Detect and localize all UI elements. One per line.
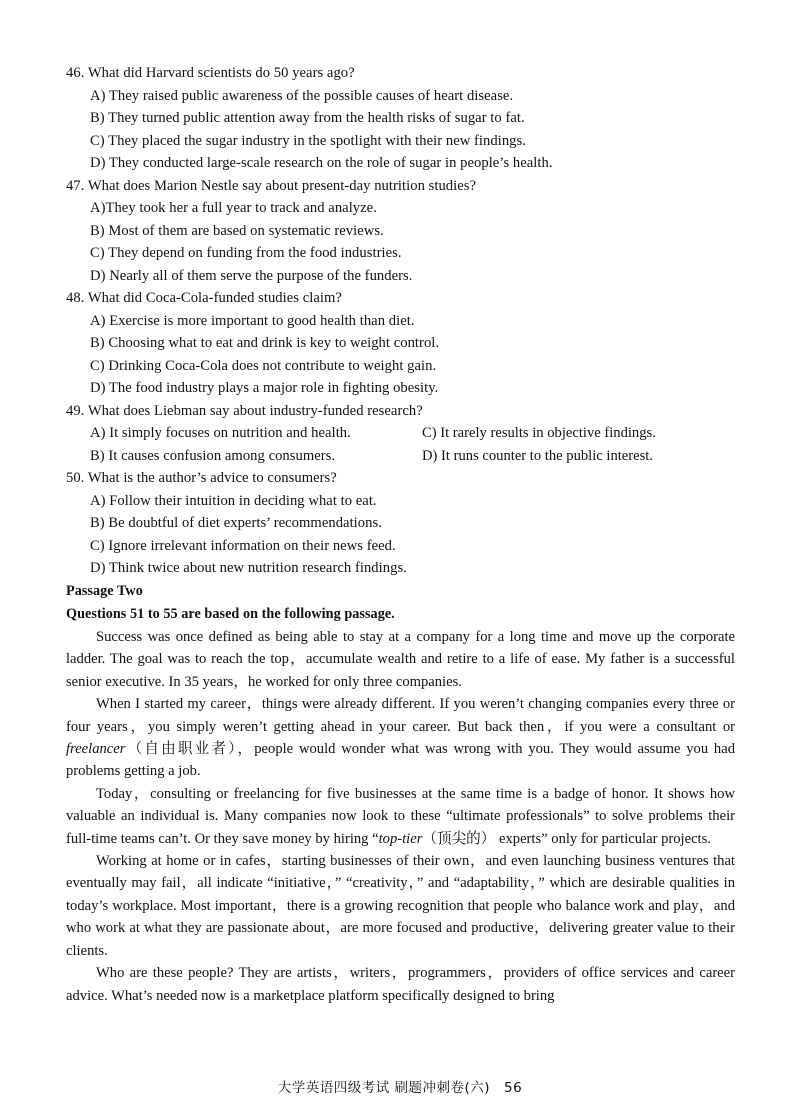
question-49-stem: 49. What does Liebman say about industry-funded research? xyxy=(66,402,423,419)
question-47-option-a: A)They took her a full year to track and analyze. xyxy=(90,200,377,216)
question-49-option-b: B) It causes confusion among consumers. xyxy=(90,447,336,464)
question-47-option-b: B) Most of them are based on systematic reviews. xyxy=(90,222,384,239)
question-46-option-b: B) They turned public attention away from the health risks of sugar to fat. xyxy=(90,110,525,126)
question-50-option-a: A) Follow their intuition in deciding what to eat. xyxy=(90,492,377,509)
question-50-stem: 50. What is the author’s advice to consumers? xyxy=(66,470,337,486)
question-46-option-c: C) They placed the sugar industry in the spotlight with their new findings. xyxy=(90,132,526,149)
question-50-option-b: B) Be doubtful of diet experts’ recommendations. xyxy=(90,515,382,531)
passage-body xyxy=(66,626,735,1007)
paragraph-2-part-a: When I started my career，things were already different. If you weren’t changing companies every three or four years，you simply weren’t getting ahead in your career. But back then，if you were a consultant or xyxy=(66,696,735,735)
paragraph-3-part-a: Today，consulting or freelancing for five businesses at the same time is a badge of honor. It shows how valuable an individual is. Many companies now look to these “ultimate professionals” to solve problems their full-time teams can’t. Or they save money by hiring “ xyxy=(66,785,735,847)
question-46-option-d: D) They conducted large-scale research on the role of sugar in people’s health. xyxy=(90,155,553,171)
paragraph-4: Working at home or in cafes，starting businesses of their own，and even launching business ventures that eventually may fail，all indicate “initiative，” “creativity，” and “adaptability，” which are desirable qualities in today’s workplace. Most important，there is a growing recognition that people who balance work and play，and who work at what they are passionate about，are more focused and productive，delivering greater value to their clients. xyxy=(66,853,735,959)
passage-instruction: Questions 51 to 55 are based on the following passage. xyxy=(66,606,395,622)
page-footer: 大学英语四级考试 刷题冲刺卷(六) 56 xyxy=(277,1080,523,1096)
question-48-option-d: D) The food industry plays a major role in fighting obesity. xyxy=(90,380,439,396)
paragraph-2 xyxy=(66,693,735,783)
question-49-option-a: A) It simply focuses on nutrition and health. xyxy=(90,425,351,441)
question-50-option-d: D) Think twice about new nutrition research findings. xyxy=(90,560,407,576)
question-48-option-c: C) Drinking Coca-Cola does not contribute to weight gain. xyxy=(90,357,437,374)
paragraph-3 xyxy=(66,783,735,850)
paragraph-5: Who are these people? They are artists，writers，programmers，providers of office services and career advice. What’s needed now is a marketplace platform specifically designed to bring xyxy=(66,965,735,1004)
paragraph-1: Success was once defined as being able to stay at a company for a long time and move up the corporate ladder. The goal was to reach the top，accumulate wealth and retire to a life of ease. My father is a successful senior executive. In 35 years，he worked for only three companies. xyxy=(66,629,735,690)
question-49-option-c: C) It rarely results in objective findings. xyxy=(422,425,656,441)
question-48-option-a: A) Exercise is more important to good health than diet. xyxy=(90,312,415,329)
question-49-option-d: D) It runs counter to the public interest. xyxy=(422,447,654,464)
paragraph-3-part-b: （顶尖的） experts” only for particular projects. xyxy=(422,830,711,847)
question-48-option-b: B) Choosing what to eat and drink is key to weight control. xyxy=(90,335,440,351)
question-47-option-c: C) They depend on funding from the food industries. xyxy=(90,245,402,261)
question-46-option-a: A) They raised public awareness of the possible causes of heart disease. xyxy=(90,87,514,104)
paragraph-3-italic-term: top-tier xyxy=(378,830,423,847)
question-50-option-c: C) Ignore irrelevant information on their news feed. xyxy=(90,537,396,554)
question-46-stem: 46. What did Harvard scientists do 50 years ago? xyxy=(66,65,355,81)
paragraph-2-italic-term: freelancer xyxy=(66,741,126,758)
passage-title: Passage Two xyxy=(66,583,143,599)
question-47-stem: 47. What does Marion Nestle say about present-day nutrition studies? xyxy=(66,177,477,194)
question-48-stem: 48. What did Coca-Cola-funded studies claim? xyxy=(66,290,342,306)
paragraph-2-part-b: （自由职业者），people would wonder what was wrong with you. They would assume you had problems getting a job. xyxy=(66,741,735,780)
question-47-option-d: D) Nearly all of them serve the purpose of the funders. xyxy=(90,267,413,284)
